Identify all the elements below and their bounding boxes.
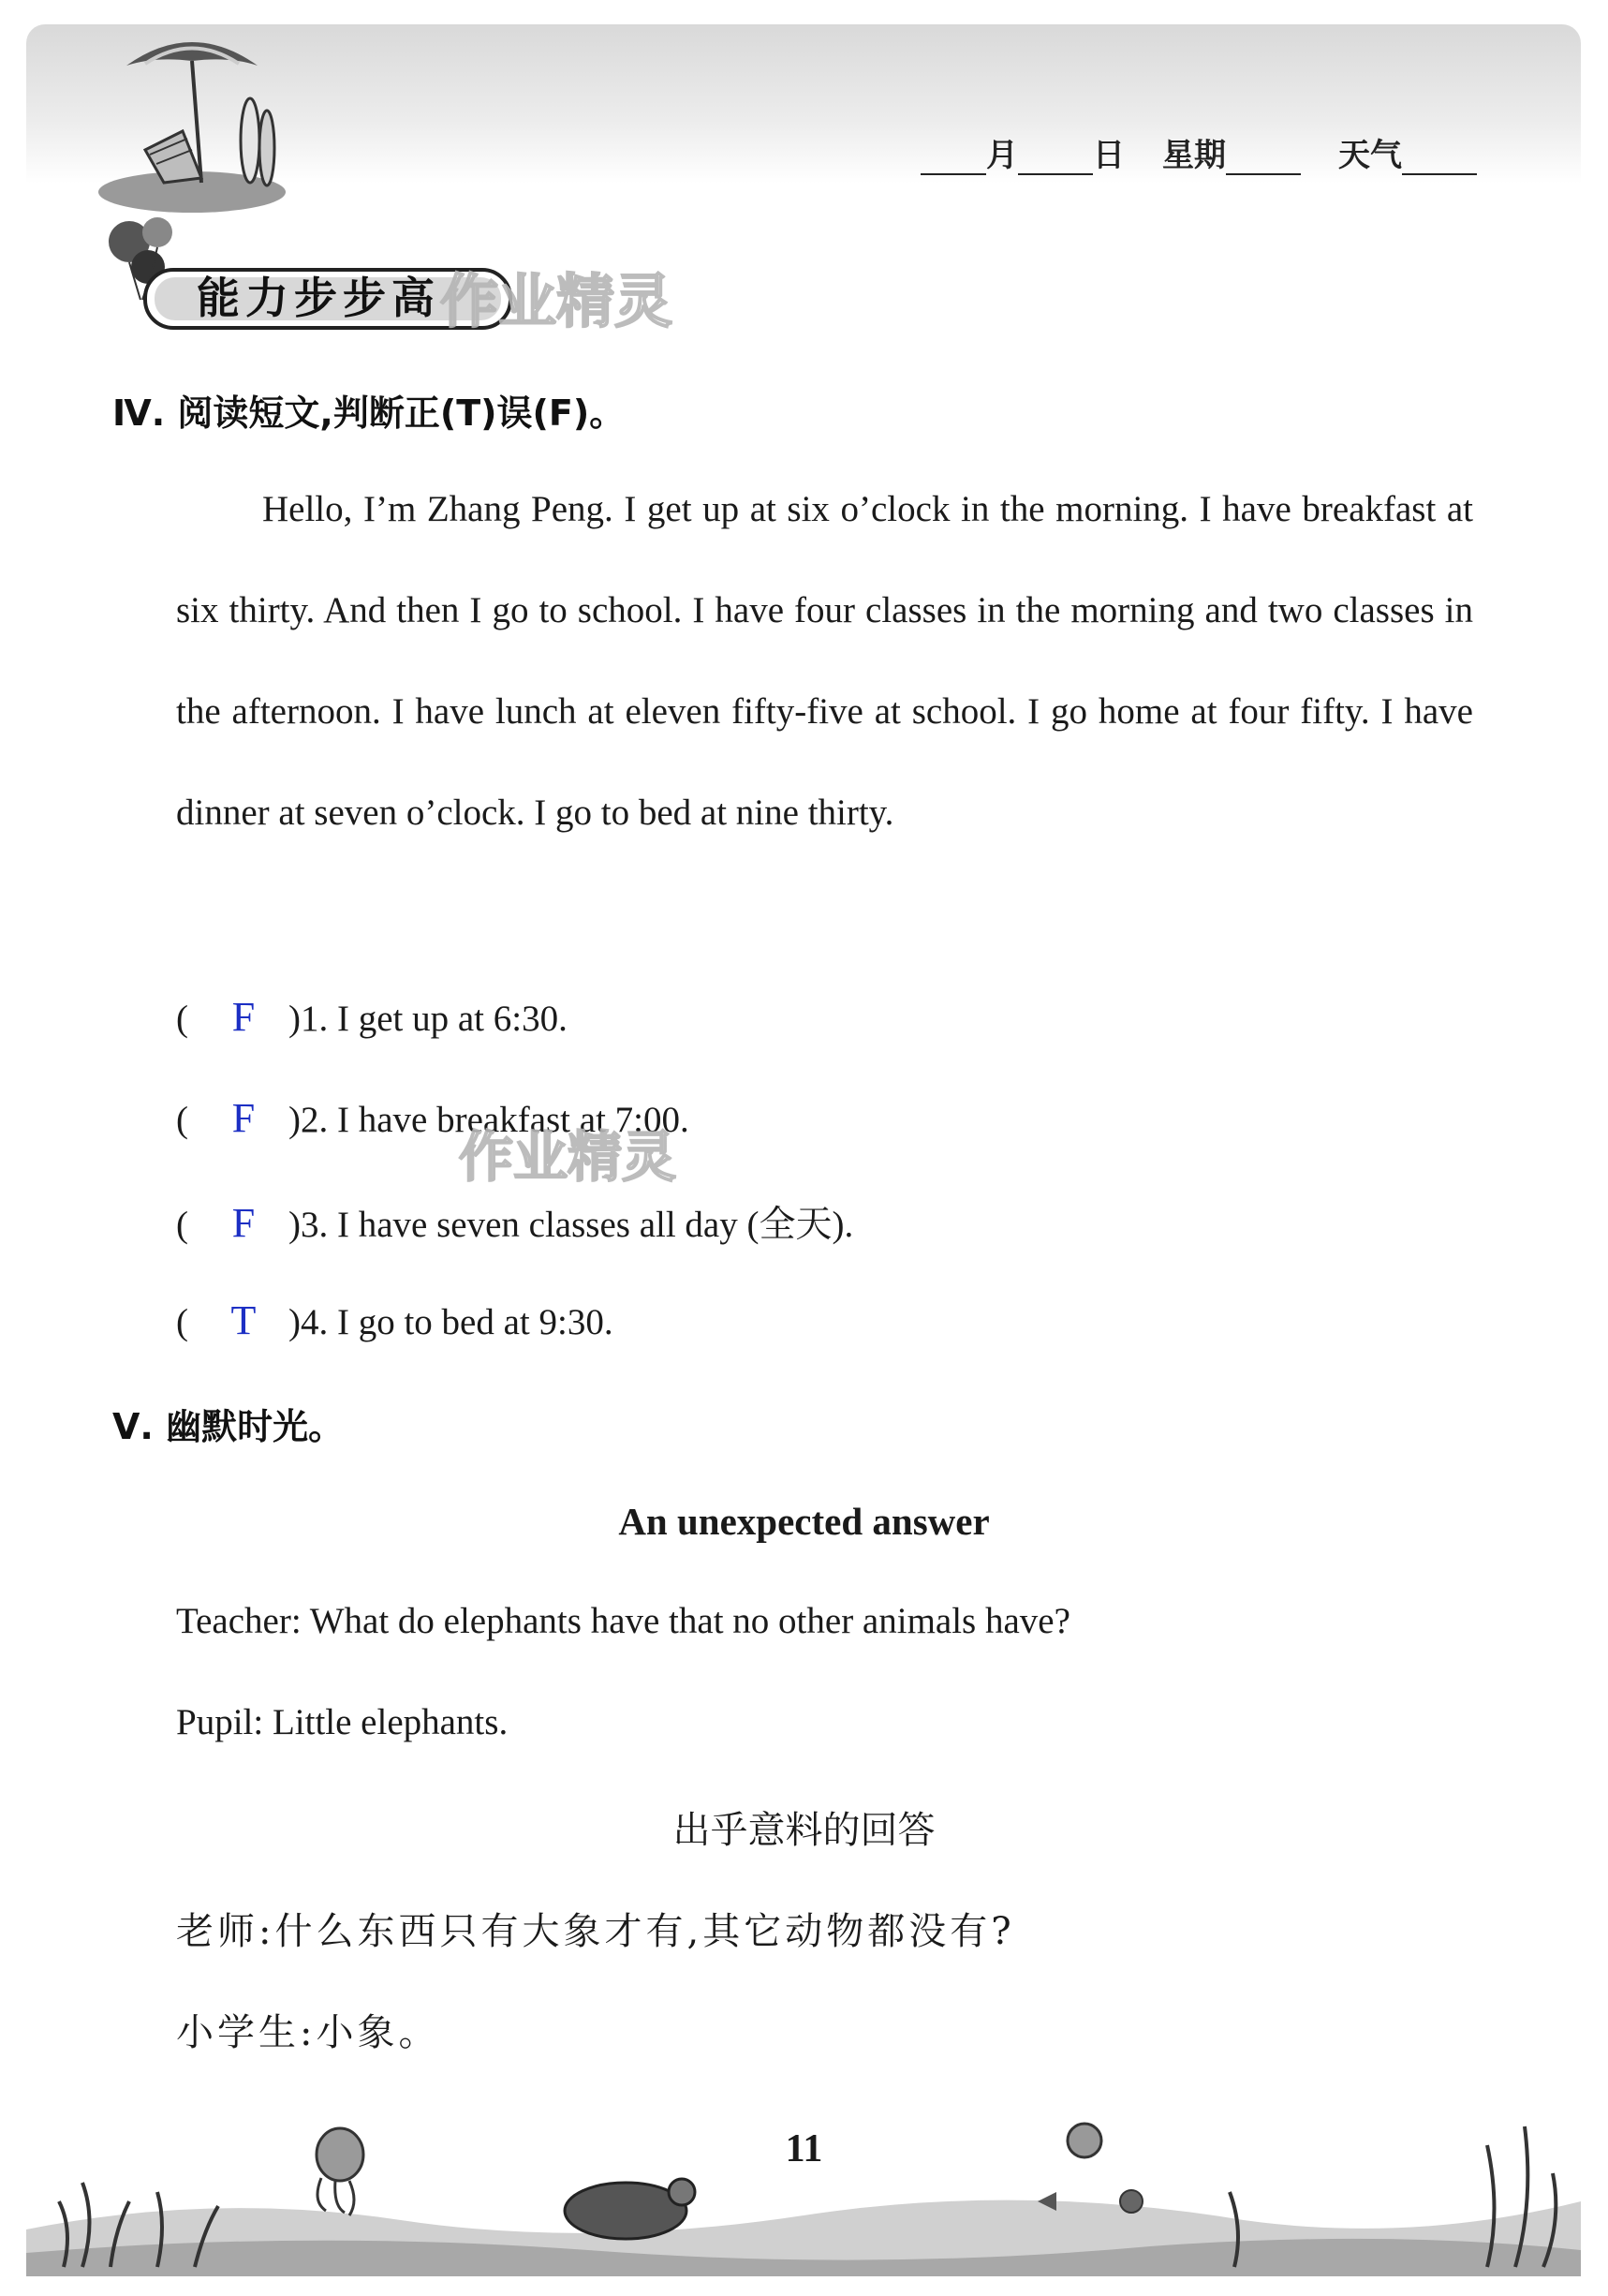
- answer-4[interactable]: T: [230, 1297, 257, 1343]
- story-title-en: An unexpected answer: [618, 1500, 990, 1543]
- open-paren: (: [176, 1100, 188, 1140]
- pupil-line-en: Pupil: Little elephants.: [176, 1702, 509, 1742]
- question-1-text: )1. I get up at 6:30.: [288, 999, 568, 1039]
- watermark-top: 作业精灵: [440, 267, 673, 335]
- date-weather-line: [921, 129, 1477, 175]
- question-3: [176, 1195, 853, 1248]
- weekday-label: 星期: [1162, 137, 1226, 174]
- open-paren: (: [176, 999, 188, 1039]
- month-label: 月: [986, 137, 1018, 174]
- answer-1[interactable]: F: [231, 994, 256, 1040]
- section-v-heading: Ⅴ. 幽默时光。: [112, 1406, 345, 1447]
- question-4: [176, 1296, 613, 1344]
- reading-passage: [176, 459, 1473, 864]
- teacher-line-en: Teacher: What do elephants have that no other animals have?: [176, 1601, 1070, 1641]
- watermark-middle: 作业精灵: [459, 1125, 677, 1189]
- answer-3[interactable]: F: [231, 1200, 256, 1246]
- day-label: 日: [1093, 137, 1125, 174]
- page-number: 11: [785, 2127, 823, 2170]
- passage-text: Hello, I’m Zhang Peng. I get up at six o’clock in the morning. I have breakfast at six thirty. And then I go to school. I have four classes in the morning and two classes in the afternoon. I have lunch at eleven fifty-five at school. I go home at four fifty. I have dinner at seven o’clock. I go to bed at nine thirty.: [176, 489, 1473, 833]
- question-1: [176, 993, 568, 1041]
- sea-floor-illustration: [26, 2089, 1581, 2276]
- question-3-text: )3. I have seven classes all day (全天).: [288, 1205, 854, 1245]
- open-paren: (: [176, 1302, 188, 1342]
- teacher-line-cn: 老师:什么东西只有大象才有,其它动物都没有?: [176, 1910, 1015, 1953]
- weather-label: 天气: [1338, 137, 1402, 174]
- question-4-text: )4. I go to bed at 9:30.: [288, 1302, 613, 1342]
- question-2-text: )2. I have breakfast at 7:00.: [288, 1100, 689, 1140]
- section-badge-label: 能力步步高: [197, 273, 440, 323]
- open-paren: (: [176, 1205, 188, 1245]
- story-title-cn: 出乎意料的回答: [672, 1809, 936, 1852]
- answer-2[interactable]: F: [231, 1095, 256, 1141]
- pupil-line-cn: 小学生:小象。: [176, 2011, 440, 2054]
- beach-umbrella-illustration: [89, 28, 295, 215]
- section-iv-heading: Ⅳ. 阅读短文,判断正(T)误(F)。: [112, 393, 626, 434]
